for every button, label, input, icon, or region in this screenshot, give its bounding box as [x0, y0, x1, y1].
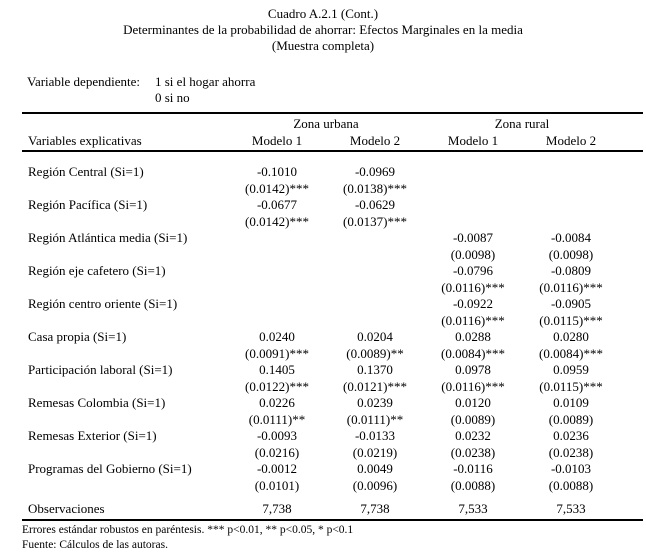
coefficient-line [22, 395, 643, 412]
table-row [22, 461, 643, 494]
standard-error-value [228, 247, 326, 264]
coefficient-value: -0.0629 [354, 197, 396, 212]
coefficient-value: 0.1405 [259, 362, 295, 377]
table-row [22, 263, 643, 296]
coefficient-value [522, 164, 620, 181]
standard-error-value: (0.0122)*** [245, 378, 309, 394]
standard-error-value: (0.0101) [254, 477, 300, 493]
table-row [22, 329, 643, 362]
coefficient-value: -0.0012 [256, 461, 298, 476]
coefficient-value: 0.0280 [553, 329, 589, 344]
dependent-variable-value-line2: 0 si no [155, 90, 190, 105]
variable-label: Participación laboral (Si=1) [28, 362, 173, 377]
variable-label: Programas del Gobierno (Si=1) [28, 461, 192, 476]
variable-label: Remesas Exterior (Si=1) [28, 428, 157, 443]
coefficient-value: 0.0288 [455, 329, 491, 344]
table-row [22, 197, 643, 230]
footnote-significance: Errores estándar robustos en paréntesis. *** p<0.01, ** p<0.05, * p<0.1 [22, 524, 354, 536]
variable-label-spacer [22, 247, 228, 264]
standard-error-line [22, 181, 643, 198]
coefficient-line [22, 296, 643, 313]
dependent-variable-label: Variable dependiente: [27, 74, 140, 89]
table-title: Determinantes de la probabilidad de ahorrar: Efectos Marginales en la media [123, 22, 523, 37]
coefficient-value [228, 263, 326, 280]
group-header-row [22, 115, 643, 132]
group-header-spacer [22, 115, 228, 132]
coefficient-value: 0.0232 [455, 428, 491, 443]
standard-error-value: (0.0116)*** [539, 279, 603, 295]
coefficient-value [522, 197, 620, 214]
standard-error-value: (0.0089) [548, 411, 594, 427]
coefficient-value: -0.0103 [550, 461, 592, 476]
coefficient-line [22, 230, 643, 247]
coefficient-value: 0.0978 [455, 362, 491, 377]
standard-error-value: (0.0089) [450, 411, 496, 427]
standard-error-value: (0.0111)** [346, 411, 404, 427]
coefficient-value: 0.0240 [259, 329, 295, 344]
standard-error-value: (0.0088) [548, 477, 594, 493]
standard-error-value: (0.0084)*** [441, 345, 505, 361]
table-number: Cuadro A.2.1 (Cont.) [267, 6, 379, 21]
coefficient-value: -0.0905 [550, 296, 592, 311]
coefficient-value: -0.0087 [452, 230, 494, 245]
col-header-urban-model-1: Modelo 1 [251, 133, 303, 148]
variable-label-spacer [22, 313, 228, 330]
coefficient-value: -0.0133 [354, 428, 396, 443]
coefficient-value: -0.0116 [453, 461, 493, 476]
group-header-urban: Zona urbana [293, 116, 359, 131]
coefficient-value [326, 263, 424, 280]
coefficient-value: 0.0204 [357, 329, 393, 344]
standard-error-value: (0.0142)*** [245, 213, 309, 229]
observations-label: Observaciones [28, 501, 105, 516]
standard-error-value [228, 280, 326, 297]
variable-label-spacer [22, 181, 228, 198]
observations-urban-model-2: 7,738 [360, 501, 390, 516]
table-row [22, 230, 643, 263]
standard-error-value [522, 181, 620, 198]
table-row [22, 395, 643, 428]
standard-error-value: (0.0089)** [346, 345, 404, 361]
table-title-block [0, 6, 646, 54]
observations-urban-model-1: 7,738 [262, 501, 292, 516]
standard-error-value: (0.0098) [548, 246, 594, 262]
standard-error-value: (0.0142)*** [245, 180, 309, 196]
standard-error-line [22, 280, 643, 297]
dependent-variable-values [155, 74, 255, 106]
variable-label-spacer [22, 346, 228, 363]
standard-error-value: (0.0138)*** [343, 180, 407, 196]
coefficient-value: -0.0093 [256, 428, 298, 443]
table-row [22, 296, 643, 329]
standard-error-value: (0.0111)** [248, 411, 306, 427]
coefficient-value: -0.1010 [256, 164, 298, 179]
coefficient-value: 0.1370 [357, 362, 393, 377]
coefficient-value: 0.0236 [553, 428, 589, 443]
standard-error-value: (0.0115)*** [539, 312, 603, 328]
variable-label: Región Pacífica (Si=1) [28, 197, 148, 212]
coefficient-value [326, 230, 424, 247]
variable-label: Región Central (Si=1) [28, 164, 144, 179]
coefficient-line [22, 263, 643, 280]
col-header-rural-model-2: Modelo 2 [545, 133, 597, 148]
standard-error-line [22, 412, 643, 429]
coefficient-value: 0.0049 [357, 461, 393, 476]
coefficient-value: -0.0922 [452, 296, 494, 311]
standard-error-value [522, 214, 620, 231]
coefficient-line [22, 329, 643, 346]
variable-label: Remesas Colombia (Si=1) [28, 395, 166, 410]
variable-label-spacer [22, 412, 228, 429]
standard-error-value [326, 313, 424, 330]
observations-rural-model-1: 7,533 [458, 501, 488, 516]
standard-error-value: (0.0238) [548, 444, 594, 460]
table-row [22, 362, 643, 395]
coefficient-value [424, 197, 522, 214]
table-header [22, 114, 643, 152]
col-header-rural-model-1: Modelo 1 [447, 133, 499, 148]
standard-error-value: (0.0238) [450, 444, 496, 460]
standard-error-value: (0.0116)*** [441, 312, 505, 328]
standard-error-line [22, 379, 643, 396]
standard-error-value [326, 247, 424, 264]
standard-error-value: (0.0116)*** [441, 279, 505, 295]
coefficient-value: 0.0959 [553, 362, 589, 377]
coefficient-value: 0.0120 [455, 395, 491, 410]
coefficient-value [326, 296, 424, 313]
table-row [22, 428, 643, 461]
standard-error-line [22, 247, 643, 264]
col-header-urban-model-2: Modelo 2 [349, 133, 401, 148]
variable-label-spacer [22, 214, 228, 231]
dependent-variable-value-line1: 1 si el hogar ahorra [155, 74, 256, 89]
coefficient-value [228, 296, 326, 313]
coefficient-value [424, 164, 522, 181]
coefficient-value: -0.0969 [354, 164, 396, 179]
coefficient-line [22, 164, 643, 181]
model-header-row [22, 132, 643, 149]
coefficient-line [22, 362, 643, 379]
dependent-variable-block [27, 74, 646, 106]
results-table [22, 112, 643, 521]
standard-error-line [22, 346, 643, 363]
footnote-source: Fuente: Cálculos de las autoras. [22, 539, 168, 551]
standard-error-value: (0.0084)*** [539, 345, 603, 361]
coefficient-value: -0.0809 [550, 263, 592, 278]
coefficient-line [22, 428, 643, 445]
coefficient-value: 0.0226 [259, 395, 295, 410]
coefficient-value: -0.0084 [550, 230, 592, 245]
observations-rural-model-2: 7,533 [556, 501, 586, 516]
variable-label-spacer [22, 445, 228, 462]
table-body [22, 152, 643, 494]
standard-error-value: (0.0116)*** [441, 378, 505, 394]
observations-row [22, 499, 643, 521]
coefficient-value [228, 230, 326, 247]
standard-error-value: (0.0137)*** [343, 213, 407, 229]
table-row [22, 164, 643, 197]
variable-label: Región centro oriente (Si=1) [28, 296, 178, 311]
group-header-rural: Zona rural [494, 116, 550, 131]
variable-label: Región Atlántica media (Si=1) [28, 230, 188, 245]
standard-error-value: (0.0098) [450, 246, 496, 262]
footnotes-block [22, 521, 646, 553]
variable-label-spacer [22, 379, 228, 396]
standard-error-value [424, 181, 522, 198]
standard-error-line [22, 214, 643, 231]
standard-error-line [22, 478, 643, 495]
table-subtitle: (Muestra completa) [271, 38, 375, 53]
standard-error-value [228, 313, 326, 330]
standard-error-value: (0.0096) [352, 477, 398, 493]
standard-error-value: (0.0115)*** [539, 378, 603, 394]
coefficient-value: 0.0239 [357, 395, 393, 410]
variable-label: Región eje cafetero (Si=1) [28, 263, 166, 278]
coefficient-value: -0.0677 [256, 197, 298, 212]
variable-label-spacer [22, 478, 228, 495]
variable-label: Casa propia (Si=1) [28, 329, 127, 344]
standard-error-value: (0.0219) [352, 444, 398, 460]
standard-error-value: (0.0088) [450, 477, 496, 493]
standard-error-line [22, 445, 643, 462]
coefficient-value: -0.0796 [452, 263, 494, 278]
standard-error-value [424, 214, 522, 231]
variable-label-spacer [22, 280, 228, 297]
col-header-variables: Variables explicativas [28, 133, 142, 148]
coefficient-line [22, 461, 643, 478]
standard-error-value: (0.0121)*** [343, 378, 407, 394]
standard-error-value: (0.0091)*** [245, 345, 309, 361]
coefficient-value: 0.0109 [553, 395, 589, 410]
standard-error-line [22, 313, 643, 330]
standard-error-value: (0.0216) [254, 444, 300, 460]
coefficient-line [22, 197, 643, 214]
standard-error-value [326, 280, 424, 297]
